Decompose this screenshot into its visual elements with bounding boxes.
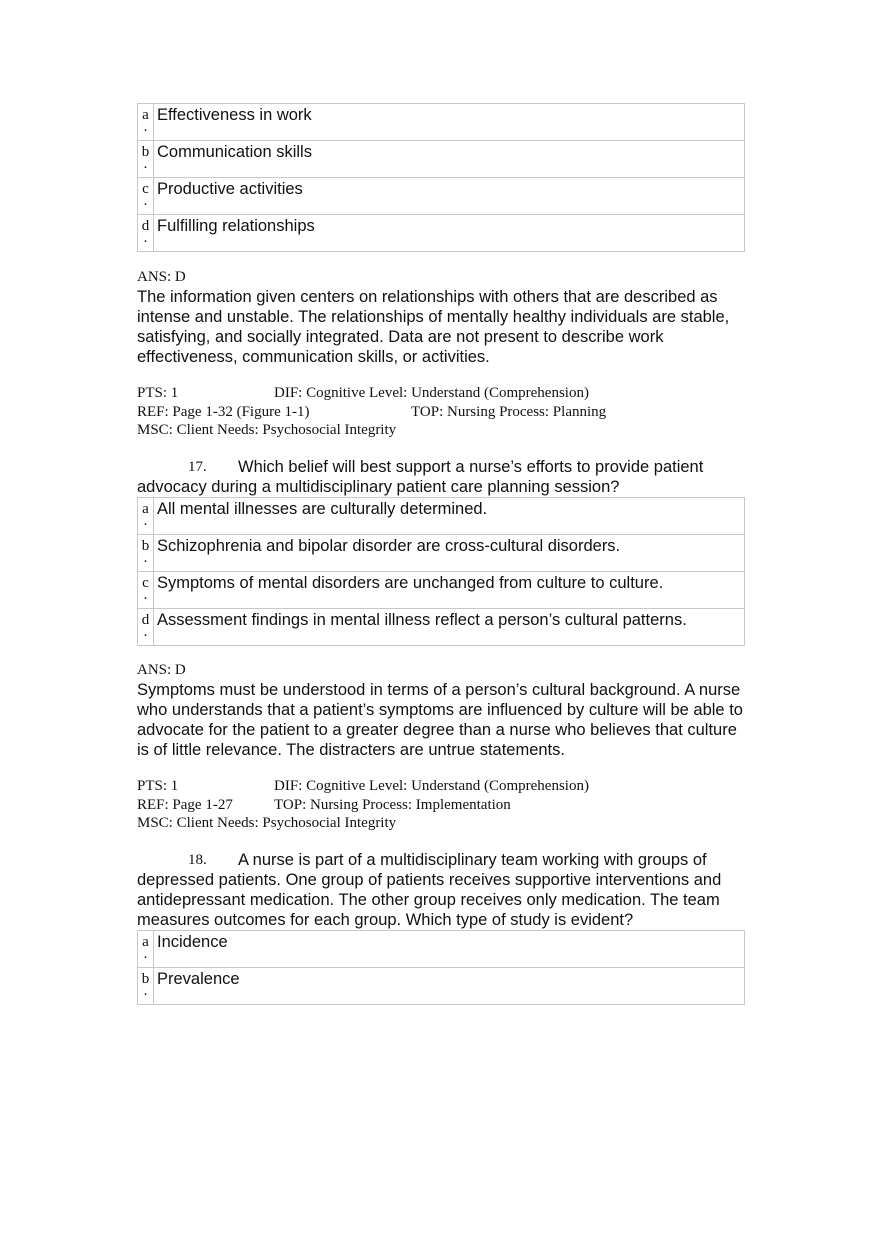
option-text: Effectiveness in work xyxy=(154,104,745,141)
option-text: Assessment findings in mental illness reflect a person’s cultural patterns. xyxy=(154,609,745,646)
meta-ref: REF: Page 1-27 xyxy=(137,796,233,813)
options-table-q17 xyxy=(137,497,745,646)
options-table-q18 xyxy=(137,930,745,1005)
option-row xyxy=(138,535,745,572)
rationale-q17: Symptoms must be understood in terms of a person’s cultural background. A nurse who understands that a patient’s symptoms are influenced by culture will be able to advocate for the patient to a greater degree than a nurse who believes that culture is of little relevance. The distracters are untrue statements. xyxy=(137,681,743,759)
meta-pts: PTS: 1 xyxy=(137,385,179,401)
meta-top: TOP: Nursing Process: Planning xyxy=(411,403,607,420)
options-table-q16 xyxy=(137,103,745,252)
option-letter: c . xyxy=(138,178,154,215)
option-letter: b . xyxy=(138,968,154,1005)
question-text-17-line1: Which belief will best support a nurse’s efforts to provide patient xyxy=(238,458,704,476)
meta-dif: DIF: Cognitive Level: Understand (Comprehension) xyxy=(274,385,589,401)
option-letter: a . xyxy=(138,931,154,968)
question-number-17: 17. xyxy=(188,459,207,475)
metadata-q17 xyxy=(137,777,747,833)
option-text: Schizophrenia and bipolar disorder are cross-cultural disorders. xyxy=(154,535,745,572)
option-text: Incidence xyxy=(154,931,745,968)
option-text: Symptoms of mental disorders are unchanged from culture to culture. xyxy=(154,572,745,609)
option-letter: a . xyxy=(138,104,154,141)
question-text-17-line2: advocacy during a multidisciplinary patient care planning session? xyxy=(137,478,620,496)
meta-msc: MSC: Client Needs: Psychosocial Integrity xyxy=(137,815,397,831)
option-letter: c . xyxy=(138,572,154,609)
meta-msc: MSC: Client Needs: Psychosocial Integrity xyxy=(137,422,397,438)
answer-key-q16: ANS: D xyxy=(137,269,186,285)
option-row xyxy=(138,104,745,141)
option-letter: b . xyxy=(138,535,154,572)
rationale-q16: The information given centers on relationships with others that are described as intense and unstable. The relationships of mentally healthy individuals are stable, satisfying, and socially integrated. Data are not present to describe work effectiveness, communication skills, or activities. xyxy=(137,288,730,366)
option-row xyxy=(138,931,745,968)
meta-ref: REF: Page 1-32 (Figure 1-1) xyxy=(137,403,310,420)
option-letter: a . xyxy=(138,498,154,535)
option-text: Productive activities xyxy=(154,178,745,215)
question-number-18: 18. xyxy=(188,852,207,868)
meta-top: TOP: Nursing Process: Implementation xyxy=(274,796,511,813)
option-row xyxy=(138,609,745,646)
option-text: All mental illnesses are culturally determined. xyxy=(154,498,745,535)
option-row xyxy=(138,968,745,1005)
option-text: Fulfilling relationships xyxy=(154,215,745,252)
option-text: Communication skills xyxy=(154,141,745,178)
option-row xyxy=(138,141,745,178)
metadata-q16 xyxy=(137,384,747,440)
option-row xyxy=(138,498,745,535)
option-letter: d . xyxy=(138,215,154,252)
answer-key-q17: ANS: D xyxy=(137,662,186,678)
meta-pts: PTS: 1 xyxy=(137,778,179,794)
option-letter: b . xyxy=(138,141,154,178)
option-text: Prevalence xyxy=(154,968,745,1005)
option-row xyxy=(138,215,745,252)
option-letter: d . xyxy=(138,609,154,646)
option-row xyxy=(138,178,745,215)
option-row xyxy=(138,572,745,609)
question-text-18-rest: depressed patients. One group of patients receives supportive interventions and antidepressant medication. The other group receives only medication. The team measures outcomes for each group. Which type of study is evident? xyxy=(137,871,722,929)
question-text-18-line1: A nurse is part of a multidisciplinary team working with groups of xyxy=(238,851,707,869)
meta-dif: DIF: Cognitive Level: Understand (Comprehension) xyxy=(274,778,589,794)
